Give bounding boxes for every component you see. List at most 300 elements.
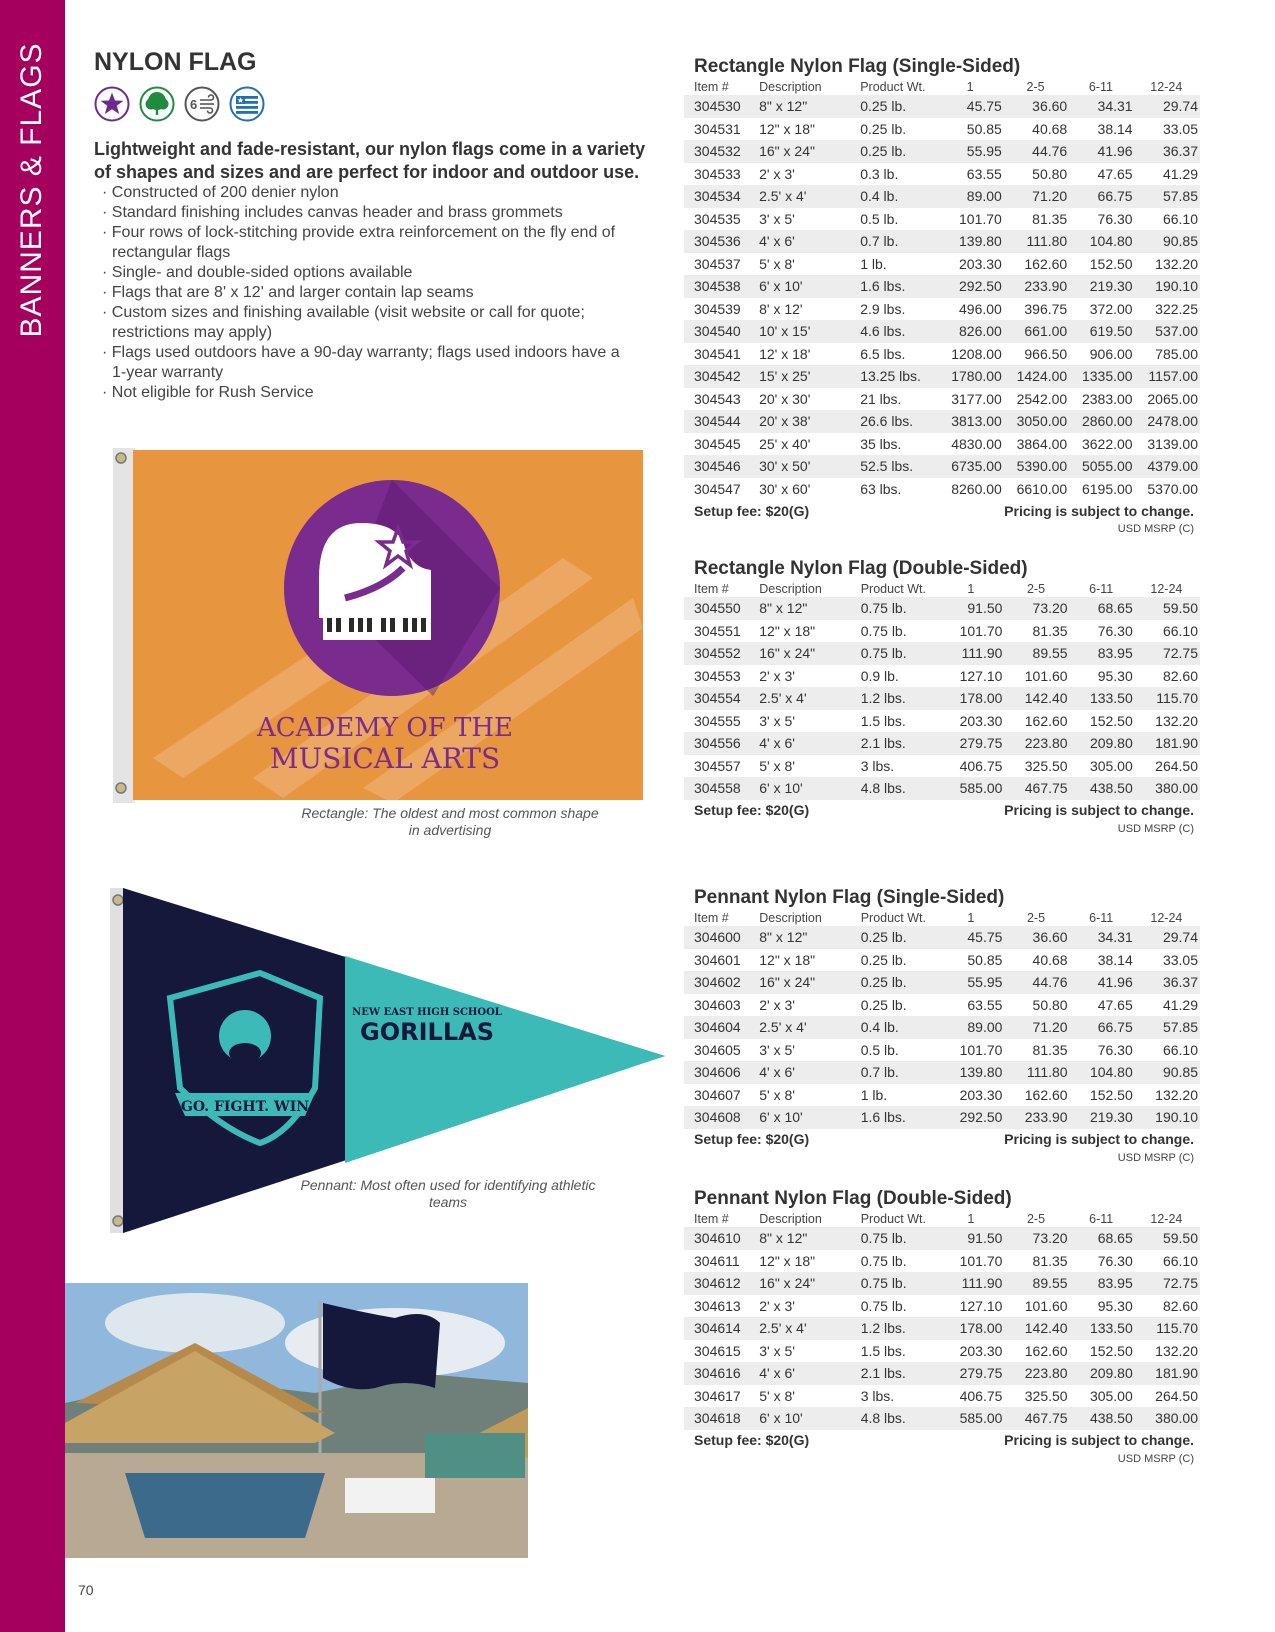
table-cell: 4' x 6' [759,732,860,755]
table-row [684,710,1200,733]
table-cell: 304545 [694,435,741,452]
column-header: Item # [694,911,729,925]
table-cell: 89.00 [939,1016,1004,1039]
table-cell: 63.55 [966,165,1002,182]
table-cell: 3' x 5' [759,1342,795,1359]
table-cell: 82.60 [1162,667,1198,684]
table-cell: 41.29 [1162,996,1198,1013]
table-row [684,1106,1200,1129]
table-cell: 40.68 [1032,951,1068,968]
table-cell: 12' x 18' [759,345,811,362]
pennant-motto: GO. FIGHT. WIN. [180,1099,314,1115]
feature-item: · Flags that are 8' x 12' and larger contain lap seams [100,283,620,303]
table-cell: 133.50 [1070,1317,1135,1340]
column-header: 6-11 [1089,911,1114,925]
table-cell: 3139.00 [1147,435,1198,452]
table-cell: 1.2 lbs. [861,687,940,710]
table-cell: 1 lb. [860,1086,888,1103]
table-cell: 190.10 [1135,1106,1200,1129]
table-cell: 181.90 [1135,1362,1200,1385]
column-header: 6-11 [1089,1212,1114,1226]
table-row [684,410,1200,433]
table-row [684,732,1200,755]
table-cell: 1424.00 [1004,365,1069,388]
table-cell: 304539 [694,300,741,317]
table-cell: 304600 [684,926,759,949]
table-row [684,1016,1200,1039]
pennant-school: NEW EAST HIGH SCHOOL [352,1007,502,1018]
table-cell: 304536 [684,230,759,253]
table-row [684,1362,1200,1385]
pricing-notice: Pricing is subject to change. [939,1430,1200,1451]
table-cell: 30' x 50' [759,455,860,478]
table-cell: 380.00 [1135,777,1200,800]
table-cell: 127.10 [959,667,1003,684]
feature-item: · Flags used outdoors have a 90-day warranty; flags used indoors have a 1-year warranty [100,343,620,383]
feature-item: · Constructed of 200 denier nylon [100,183,620,203]
table-cell: 826.00 [938,320,1003,343]
table-cell: 304544 [684,410,759,433]
table-cell: 2.5' x 4' [759,185,860,208]
table-cell: 16" x 24" [759,971,860,994]
table-cell: 115.70 [1135,1317,1200,1340]
table-cell: 304611 [694,1252,740,1269]
table-cell: 15' x 25' [759,365,860,388]
table-cell: 2.5' x 4' [759,1317,860,1340]
table-cell: 101.60 [1024,1297,1068,1314]
column-header: 2-5 [1026,80,1045,94]
table-cell: 50.80 [1032,165,1068,182]
table-cell: 304616 [684,1362,759,1385]
table-cell: 162.60 [1024,1086,1068,1103]
table-cell: 90.85 [1135,230,1200,253]
table-cell: 304618 [684,1407,759,1430]
table-cell: 132.20 [1155,1342,1198,1359]
table-cell: 304554 [684,687,759,710]
table-cell: 5' x 8' [759,1387,795,1404]
table-row [684,140,1200,163]
table-cell: 304540 [684,320,759,343]
table-cell: 203.30 [959,255,1002,272]
table-cell: 111.80 [1004,230,1069,253]
table-cell: 304546 [684,455,759,478]
table-row [684,642,1200,665]
pricing-notice: Pricing is subject to change. [938,500,1200,521]
table-cell: 73.20 [1004,1227,1069,1250]
table-cell: 406.75 [959,757,1003,774]
table-cell: 127.10 [959,1297,1003,1314]
table-cell: 304555 [694,712,741,729]
table-cell: 0.7 lb. [861,1061,940,1084]
table-cell: 304606 [684,1061,759,1084]
table-cell: 178.00 [939,1317,1004,1340]
table-cell: 585.00 [939,777,1004,800]
table-cell: 4.8 lbs. [861,1407,940,1430]
price-table-block [684,56,1200,535]
table-cell: 6.5 lbs. [860,345,906,362]
table-cell: 3' x 5' [759,210,795,227]
table-cell: 181.90 [1135,732,1200,755]
table-cell: 3622.00 [1081,435,1133,452]
table-cell: 36.60 [1004,926,1069,949]
table-cell: 44.76 [1004,140,1069,163]
table-cell: 223.80 [1004,732,1069,755]
table-cell: 6' x 10' [759,1106,860,1129]
table-row [684,1039,1200,1062]
pennant-caption: Pennant: Most often used for identifying athletic teams [300,1177,596,1210]
column-header: Item # [694,80,729,94]
table-cell: 50.85 [967,951,1003,968]
table-cell: 0.75 lb. [861,597,940,620]
column-header: Item # [694,582,729,596]
table-cell: 0.75 lb. [861,1227,940,1250]
table-cell: 115.70 [1135,687,1200,710]
table-cell: 81.35 [1032,210,1068,227]
table-cell: 2.5' x 4' [759,1016,860,1039]
table-row [684,1407,1200,1430]
table-cell: 44.76 [1004,971,1069,994]
table-cell: 438.50 [1070,1407,1135,1430]
table-row [684,1084,1200,1107]
section-label: BANNERS & FLAGS [15,42,48,338]
table-cell: 162.60 [1024,255,1068,272]
table-cell: 59.50 [1135,597,1200,620]
table-cell: 81.35 [1032,622,1068,639]
currency-note: USD MSRP (C) [1117,523,1194,535]
table-cell: 2' x 3' [759,667,795,684]
price-table [684,1211,1200,1451]
table-cell: 219.30 [1069,275,1134,298]
table-cell: 304603 [694,996,741,1013]
column-header: 2-5 [1026,1212,1046,1226]
column-header: 1 [967,911,975,925]
currency-note: USD MSRP (C) [1117,1452,1194,1465]
table-cell: 90.85 [1135,1061,1200,1084]
table-cell: 1.5 lbs. [860,1342,906,1359]
table-cell: 5390.00 [1004,455,1069,478]
table-cell: 304543 [694,390,741,407]
table-cell: 406.75 [959,1387,1003,1404]
table-cell: 2' x 3' [759,165,795,182]
table-cell: 906.00 [1089,345,1133,362]
table-row [684,478,1200,501]
table-cell: 68.65 [1070,1227,1135,1250]
table-cell: 20' x 30' [759,390,811,407]
table-cell: 101.70 [959,1041,1003,1058]
table-cell: 12" x 18" [759,622,816,639]
table-row [684,777,1200,800]
column-header: Product Wt. [860,80,926,94]
feature-item: · Not eligible for Rush Service [100,383,620,403]
column-header: Product Wt. [860,911,926,925]
table-cell: 41.96 [1070,971,1135,994]
table-cell: 133.50 [1070,687,1135,710]
column-header: 6-11 [1088,80,1113,94]
table-cell: 0.25 lb. [860,95,938,118]
table-cell: 104.80 [1070,1061,1135,1084]
table-cell: 203.30 [959,1086,1003,1103]
table-cell: 1780.00 [938,365,1003,388]
intro-text: Lightweight and fade-resistant, our nylon flags come in a variety of shapes and sizes and are perfect for indoor and outdoor use. [94,139,646,182]
table-row [684,755,1200,778]
setup-fee: Setup fee: $20(G) [684,500,938,521]
table-cell: 111.90 [939,1272,1004,1295]
table-cell: 89.55 [1004,642,1069,665]
table-cell: 76.30 [1097,210,1133,227]
table-cell: 13.25 lbs. [860,365,938,388]
table-row [684,687,1200,710]
table-cell: 6' x 10' [759,1407,860,1430]
table-cell: 233.90 [1004,1106,1069,1129]
feature-list [100,183,620,403]
price-table-block [684,887,1200,1164]
table-cell: 83.95 [1070,1272,1135,1295]
table-cell: 0.75 lb. [860,622,907,639]
table-cell: 304532 [684,140,759,163]
table-cell: 152.50 [1089,1086,1133,1103]
setup-fee: Setup fee: $20(G) [684,800,939,821]
table-cell: 81.35 [1032,1252,1068,1269]
table-cell: 0.25 lb. [861,926,940,949]
table-cell: 3' x 5' [759,712,795,729]
table-cell: 68.65 [1070,597,1135,620]
table-row [684,298,1200,321]
table-cell: 304533 [694,165,741,182]
table-cell: 3 lbs. [860,757,895,774]
table-cell: 33.05 [1162,120,1198,137]
table-title: Pennant Nylon Flag (Single-Sided) [694,887,1005,908]
table-cell: 71.20 [1004,1016,1069,1039]
price-table [684,79,1200,521]
table-cell: 139.80 [939,1061,1004,1084]
table-cell: 73.20 [1004,597,1069,620]
table-cell: 3864.00 [1016,435,1068,452]
table-cell: 396.75 [1024,300,1068,317]
table-cell: 8" x 12" [759,95,860,118]
price-table-block [684,558,1200,835]
table-row [684,455,1200,478]
table-cell: 0.25 lb. [860,120,907,137]
table-cell: 2.1 lbs. [861,732,940,755]
column-header: Description [759,1212,822,1226]
table-cell: 0.25 lb. [860,140,938,163]
price-table [684,581,1200,821]
table-cell: 50.85 [966,120,1002,137]
table-cell: 152.50 [1089,255,1133,272]
table-cell: 50.80 [1032,996,1068,1013]
table-cell: 40.68 [1032,120,1068,137]
pennant-team: GORILLAS [360,1018,494,1046]
table-cell: 111.80 [1004,1061,1069,1084]
table-cell: 76.30 [1097,1252,1133,1269]
table-cell: 322.25 [1155,300,1198,317]
table-cell: 304615 [694,1342,741,1359]
table-title: Rectangle Nylon Flag (Single-Sided) [694,56,1021,77]
table-cell: 219.30 [1070,1106,1135,1129]
table-cell: 304535 [694,210,741,227]
table-row [684,665,1200,688]
table-cell: 3 lbs. [860,1387,895,1404]
table-cell: 304547 [694,480,741,497]
table-cell: 2478.00 [1135,410,1200,433]
table-row [684,185,1200,208]
table-cell: 0.75 lb. [860,1297,907,1314]
table-cell: 66.75 [1069,185,1134,208]
table-cell: 304614 [684,1317,759,1340]
table-cell: 292.50 [938,275,1003,298]
table-row [684,1272,1200,1295]
table-cell: 6610.00 [1016,480,1068,497]
table-cell: 66.75 [1070,1016,1135,1039]
table-cell: 2383.00 [1081,390,1133,407]
table-cell: 304551 [694,622,741,639]
table-cell: 59.50 [1135,1227,1200,1250]
table-cell: 304607 [694,1086,741,1103]
table-cell: 3050.00 [1004,410,1069,433]
table-cell: 0.75 lb. [861,1272,940,1295]
table-row [684,620,1200,643]
table-title: Rectangle Nylon Flag (Double-Sided) [694,558,1028,579]
table-cell: 66.10 [1162,210,1198,227]
column-header: 12-24 [1150,582,1183,596]
table-cell: 496.00 [959,300,1002,317]
table-cell: 101.70 [959,622,1003,639]
table-cell: 0.75 lb. [860,1252,907,1269]
table-cell: 101.70 [959,210,1002,227]
setup-fee: Setup fee: $20(G) [684,1129,939,1150]
sidebar [0,0,65,1632]
flag-rect-line1: ACADEMY OF THE [257,713,513,743]
table-cell: 5' x 8' [759,757,795,774]
table-cell: 41.29 [1162,165,1198,182]
column-header: 1 [966,80,974,94]
table-cell: 0.9 lb. [860,667,899,684]
currency-note: USD MSRP (C) [1117,1151,1194,1164]
table-cell: 2.9 lbs. [860,300,906,317]
table-cell: 34.31 [1069,95,1134,118]
table-cell: 3177.00 [951,390,1002,407]
table-cell: 292.50 [939,1106,1004,1129]
table-cell: 223.80 [1004,1362,1069,1385]
tree-icon [139,86,175,122]
flag-icon [229,86,265,122]
table-cell: 304602 [684,971,759,994]
column-header: 1 [967,1212,975,1226]
table-cell: 16" x 24" [759,140,860,163]
table-row [684,994,1200,1017]
table-row [684,926,1200,949]
table-cell: 304610 [684,1227,759,1250]
table-cell: 1157.00 [1135,365,1200,388]
table-cell: 52.5 lbs. [860,455,938,478]
table-cell: 304538 [684,275,759,298]
table-cell: 21 lbs. [860,390,902,407]
table-cell: 2' x 3' [759,1297,795,1314]
currency-note: USD MSRP (C) [1117,822,1194,835]
table-cell: 71.20 [1004,185,1069,208]
table-cell: 34.31 [1070,926,1135,949]
table-cell: 467.75 [1004,777,1069,800]
table-cell: 304558 [684,777,759,800]
table-cell: 162.60 [1024,712,1068,729]
table-cell: 304604 [684,1016,759,1039]
table-cell: 57.85 [1135,1016,1200,1039]
table-cell: 55.95 [938,140,1003,163]
setup-fee: Setup fee: $20(G) [684,1430,939,1451]
table-cell: 785.00 [1155,345,1198,362]
table-cell: 29.74 [1135,95,1200,118]
table-cell: 304617 [694,1387,741,1404]
table-cell: 4.6 lbs. [860,320,938,343]
table-cell: 264.50 [1155,1387,1198,1404]
table-cell: 2' x 3' [759,996,795,1013]
column-header: Description [759,80,822,94]
table-cell: 279.75 [939,732,1004,755]
table-row [684,1317,1200,1340]
table-cell: 209.80 [1070,732,1135,755]
feature-item: · Standard finishing includes canvas header and brass grommets [100,203,620,223]
table-cell: 4.8 lbs. [861,777,940,800]
column-header: Item # [694,1212,729,1226]
table-cell: 89.00 [938,185,1003,208]
feature-item: · Four rows of lock-stitching provide extra reinforcement on the fly end of rectangular flags [100,223,620,263]
column-header: Product Wt. [860,1212,926,1226]
table-cell: 55.95 [939,971,1004,994]
table-cell: 30' x 60' [759,480,811,497]
table-cell: 66.10 [1162,1041,1198,1058]
table-cell: 380.00 [1135,1407,1200,1430]
table-cell: 0.4 lb. [860,185,938,208]
table-cell: 4' x 6' [759,1362,860,1385]
table-cell: 4379.00 [1135,455,1200,478]
table-cell: 5370.00 [1147,480,1198,497]
table-cell: 33.05 [1162,951,1198,968]
table-cell: 2.5' x 4' [759,687,860,710]
table-cell: 1208.00 [951,345,1002,362]
table-cell: 82.60 [1162,1297,1198,1314]
table-cell: 4' x 6' [759,230,860,253]
table-cell: 0.25 lb. [860,996,907,1013]
table-cell: 8' x 12' [759,300,803,317]
table-row [684,230,1200,253]
price-table [684,910,1200,1150]
table-cell: 304605 [694,1041,741,1058]
table-cell: 966.50 [1024,345,1068,362]
table-cell: 63.55 [967,996,1003,1013]
table-cell: 0.75 lb. [861,642,940,665]
column-header: 12-24 [1150,911,1183,925]
table-cell: 139.80 [938,230,1003,253]
table-row [684,1061,1200,1084]
table-cell: 2860.00 [1069,410,1134,433]
table-cell: 1.6 lbs. [860,275,938,298]
table-cell: 5' x 8' [759,1086,795,1103]
table-cell: 0.3 lb. [860,165,899,182]
table-title: Pennant Nylon Flag (Double-Sided) [694,1188,1012,1209]
table-cell: 8" x 12" [759,597,860,620]
page-title: NYLON FLAG [94,48,257,76]
table-cell: 8" x 12" [759,1227,860,1250]
table-cell: 325.50 [1024,1387,1068,1404]
column-header: 12-24 [1150,80,1183,94]
table-cell: 89.55 [1004,1272,1069,1295]
table-cell: 6' x 10' [759,275,860,298]
table-cell: 2065.00 [1147,390,1198,407]
table-cell: 45.75 [938,95,1003,118]
table-cell: 0.5 lb. [860,1041,899,1058]
table-cell: 325.50 [1024,757,1068,774]
table-cell: 304613 [694,1297,741,1314]
